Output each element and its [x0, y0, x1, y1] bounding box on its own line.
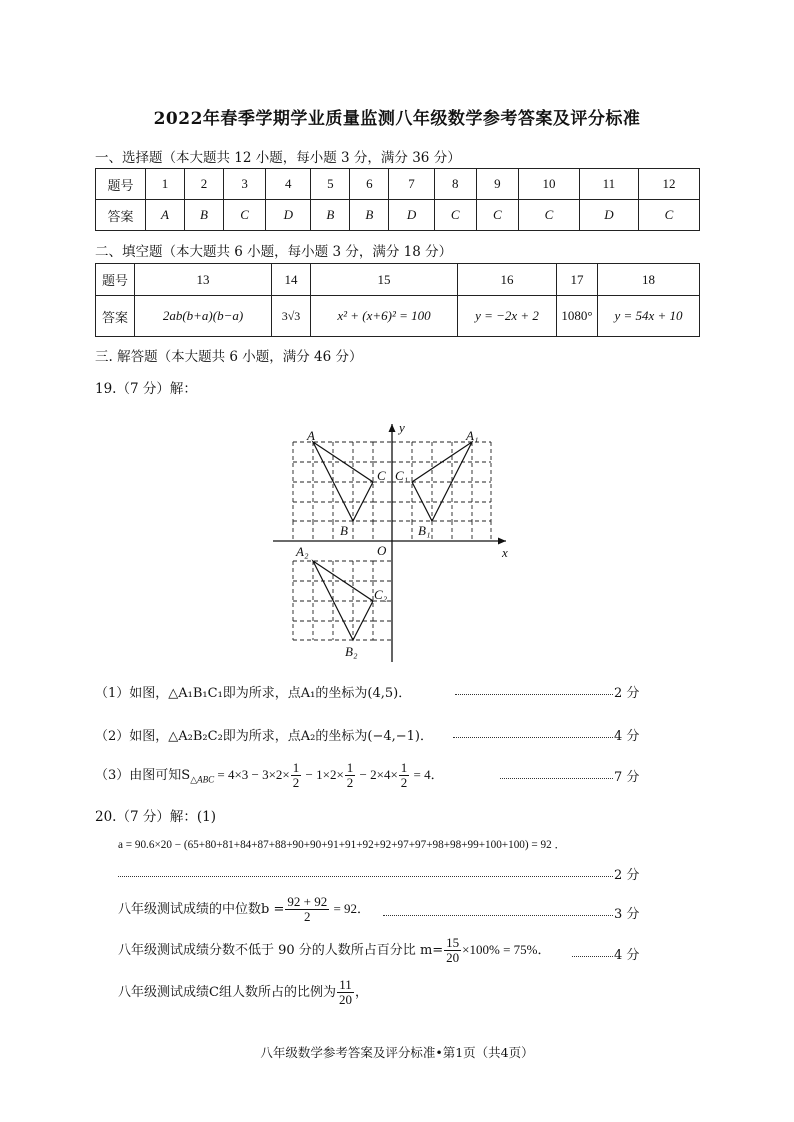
median-end: = 92．	[330, 901, 371, 916]
fraction-half	[345, 761, 356, 790]
q19-part1-score: 2 分	[614, 686, 640, 701]
cell: x² + (x+6)² = 100	[311, 296, 458, 337]
q20-median-score: 3 分	[614, 907, 640, 922]
cell: 1080°	[557, 296, 598, 337]
cell: C	[434, 200, 476, 231]
part3-prefix: （3）由图可知S	[95, 768, 191, 783]
leader-dots	[118, 866, 613, 877]
cell: 15	[311, 264, 458, 296]
table-row	[96, 264, 700, 296]
cell: 16	[458, 264, 557, 296]
x-axis-arrow	[498, 538, 506, 545]
axes	[273, 424, 506, 662]
ratio-text: 八年级测试成绩C组人数所占的比例为	[118, 985, 336, 1000]
q19-part2: （2）如图，△A₂B₂C₂即为所求，点A₂的坐标为(−4,−1)．	[95, 729, 433, 744]
part3-expr: = 4×3 − 3×2×	[214, 767, 290, 782]
numerator: 1	[292, 760, 300, 775]
label-A2: A₂	[296, 544, 309, 559]
coordinate-grid-figure	[270, 418, 520, 668]
numerator: 92 + 92	[287, 894, 328, 909]
label-C2: C₂	[374, 587, 388, 602]
leader-dots	[455, 684, 613, 695]
numerator: 15	[446, 935, 460, 950]
cell: B	[350, 200, 389, 231]
row-label: 答案	[96, 296, 135, 337]
q19-part2-score: 4 分	[614, 729, 640, 744]
q19-part1: （1）如图，△A₁B₁C₁即为所求，点A₁的坐标为(4,5)．	[95, 686, 412, 701]
cell: C	[518, 200, 579, 231]
median-text: 八年级测试成绩的中位数b =	[118, 902, 285, 917]
leader-dots	[453, 727, 613, 738]
cell: 3	[224, 169, 266, 200]
fraction-half	[399, 761, 410, 790]
cell: 4	[266, 169, 311, 200]
q20-median	[118, 887, 370, 931]
row-label: 答案	[96, 200, 146, 231]
triangle-a2b2c2	[313, 561, 373, 640]
denominator: 20	[338, 992, 352, 1007]
cell: 2	[185, 169, 224, 200]
label-B: B	[340, 523, 348, 538]
cell: D	[579, 200, 638, 231]
cell: 5	[311, 169, 350, 200]
numerator: 11	[337, 978, 354, 993]
median-fraction	[285, 895, 329, 924]
leader-dots	[572, 946, 613, 957]
cell: C	[476, 200, 518, 231]
denominator: 2	[304, 909, 311, 924]
label-B2: B₂	[345, 644, 358, 659]
cell: A	[146, 200, 185, 231]
part3-expr3: − 2×4×	[356, 767, 398, 782]
cell: 2ab(b+a)(b−a)	[135, 296, 272, 337]
q20-percent	[118, 928, 551, 972]
ratio-end: ，	[354, 985, 368, 1000]
choice-answer-table	[95, 168, 700, 231]
fraction-half	[291, 761, 302, 790]
cell: 11	[579, 169, 638, 200]
q19-part3	[95, 758, 444, 792]
cell: 12	[638, 169, 699, 200]
label-A1: A₁	[466, 428, 479, 443]
q20-header: 20.（7 分）解：(1)	[95, 809, 216, 825]
denominator: 20	[446, 950, 460, 965]
label-x: x	[502, 545, 508, 560]
cell: 6	[350, 169, 389, 200]
numerator: 1	[346, 760, 354, 775]
row-label: 题号	[96, 264, 135, 296]
leader-dots	[500, 768, 613, 779]
percent-text: 八年级测试成绩分数不低于 90 分的人数所占百分比 m=	[118, 943, 444, 958]
denominator: 2	[292, 775, 300, 790]
q19-header: 19.（7 分）解：	[95, 381, 197, 397]
cell: y = −2x + 2	[458, 296, 557, 337]
cell: 1	[146, 169, 185, 200]
label-A: A	[307, 428, 315, 443]
section2-heading: 二、填空题（本大题共 6 小题，每小题 3 分，满分 18 分）	[95, 244, 453, 260]
y-axis-arrow	[389, 424, 396, 432]
part3-end: = 4．	[410, 767, 444, 782]
page-title: 2022年春季学期学业质量监测八年级数学参考答案及评分标准	[153, 109, 641, 129]
cell: 9	[476, 169, 518, 200]
cell: B	[185, 200, 224, 231]
denominator: 2	[346, 775, 354, 790]
section1-heading: 一、选择题（本大题共 12 小题，每小题 3 分，满分 36 分）	[95, 150, 461, 166]
row-label: 题号	[96, 169, 146, 200]
label-y: y	[399, 420, 405, 435]
cell: y = 54x + 10	[598, 296, 700, 337]
cell: 17	[557, 264, 598, 296]
section3-heading: 三. 解答题（本大题共 6 小题，满分 46 分）	[95, 349, 363, 365]
cell: D	[389, 200, 434, 231]
label-origin: O	[377, 543, 387, 558]
q19-part3-score: 7 分	[614, 770, 640, 785]
label-C: C	[377, 468, 386, 483]
cell: 18	[598, 264, 700, 296]
cell: 7	[389, 169, 434, 200]
q20-percent-score: 4 分	[614, 948, 640, 963]
denominator: 2	[400, 775, 408, 790]
part3-subscript: △ABC	[190, 774, 215, 785]
table-row	[96, 296, 700, 337]
cell: D	[266, 200, 311, 231]
table-row	[96, 200, 700, 231]
cell: 10	[518, 169, 579, 200]
fill-answer-table	[95, 263, 700, 337]
cell: B	[311, 200, 350, 231]
table-row	[96, 169, 700, 200]
label-C1: C₁	[395, 468, 409, 483]
leader-dots	[383, 905, 613, 916]
cell: 8	[434, 169, 476, 200]
cell: 14	[272, 264, 311, 296]
q20-formula-score: 2 分	[614, 868, 640, 883]
ratio-fraction	[337, 978, 354, 1007]
part3-expr2: − 1×2×	[302, 767, 344, 782]
cell: 3√3	[272, 296, 311, 337]
cell: 13	[135, 264, 272, 296]
page-footer: 八年级数学参考答案及评分标准•第1页（共4页）	[260, 1045, 534, 1060]
numerator: 1	[400, 760, 408, 775]
q20-ratio	[118, 971, 368, 1015]
cell: C	[638, 200, 699, 231]
percent-end: ×100% = 75%．	[462, 942, 551, 957]
triangle-a1b1c1	[412, 442, 472, 521]
q20-formula: a = 90.6×20 − (65+80+81+84+87+88+90+90+91+91+92+92+97+97+98+98+99+100+100) = 92 ．	[118, 839, 566, 851]
label-B1: B₁	[418, 523, 431, 538]
cell: C	[224, 200, 266, 231]
percent-fraction	[444, 936, 461, 965]
triangle-abc	[313, 442, 373, 521]
